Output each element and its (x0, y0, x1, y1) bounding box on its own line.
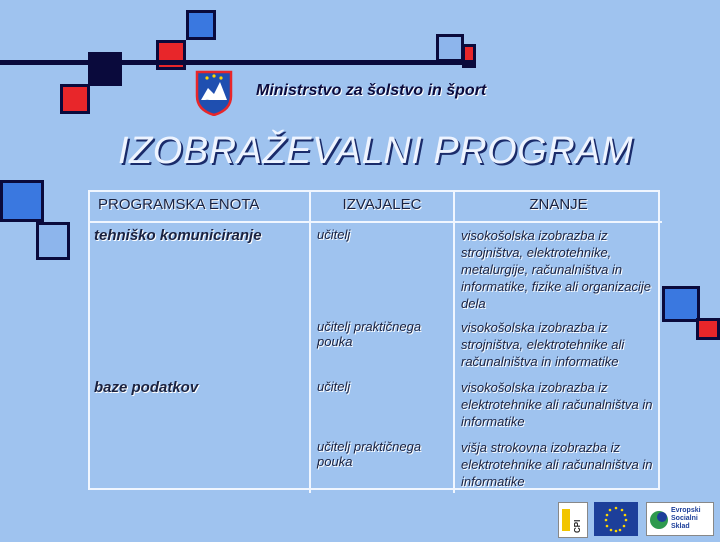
deco-square-blue-side (0, 180, 44, 222)
deco-square-red-left (60, 84, 90, 114)
executor-cell: učitelj (310, 376, 454, 436)
esf-logo-text: Evropski Socialni Sklad (671, 507, 701, 530)
unit-cell: baze podatkov (94, 379, 199, 396)
program-table (88, 190, 662, 493)
deco-square-light-right (436, 34, 464, 62)
page-title: IZOBRAŽEVALNI PROGRAM (118, 130, 634, 172)
deco-square-red-top (156, 40, 186, 70)
header-executor: IZVAJALEC (310, 190, 454, 222)
coat-of-arms-icon (195, 70, 233, 116)
unit-cell: tehniško komuniciranje (94, 227, 262, 244)
eu-flag-icon (594, 502, 638, 536)
executor-cell: učitelj praktičnega pouka (310, 316, 454, 376)
header-rule (0, 60, 475, 65)
knowledge-cell: visokošolska izobrazba iz strojništva, elektrotehnike, metalurgije, računalništva in informatike, fizike ali organizacije dela (454, 222, 662, 316)
knowledge-cell: visokošolska izobrazba iz elektrotehnike ali računalništva in informatike (454, 376, 662, 436)
executor-cell: učitelj praktičnega pouka (310, 436, 454, 493)
knowledge-cell: višja strokovna izobrazba iz elektrotehnike ali računalništva in informatike (454, 436, 662, 493)
deco-square-dark-left (88, 52, 122, 86)
deco-square-blue-top (186, 10, 216, 40)
deco-square-light-side (36, 222, 70, 260)
executor-cell: učitelj (310, 222, 454, 316)
eu-flag-logo (594, 502, 638, 536)
table-header-row (88, 190, 662, 222)
deco-square-blue-right-side (662, 286, 700, 322)
ministry-name: Ministrstvo za šolstvo in šport (256, 82, 487, 99)
header-unit: PROGRAMSKA ENOTA (88, 190, 310, 222)
knowledge-cell: visokošolska izobrazba iz strojništva, elektrotehnike ali računalništva in informatike (454, 316, 662, 376)
svg-text:CPI: CPI (573, 519, 582, 533)
deco-square-red-right-side (696, 318, 720, 340)
cpi-logo-icon (559, 503, 587, 537)
esf-logo (646, 502, 714, 536)
table-row (88, 222, 662, 316)
esf-logo-icon (649, 507, 669, 533)
table-row (88, 376, 662, 436)
cpi-logo (558, 502, 588, 538)
header-knowledge: ZNANJE (454, 190, 662, 222)
